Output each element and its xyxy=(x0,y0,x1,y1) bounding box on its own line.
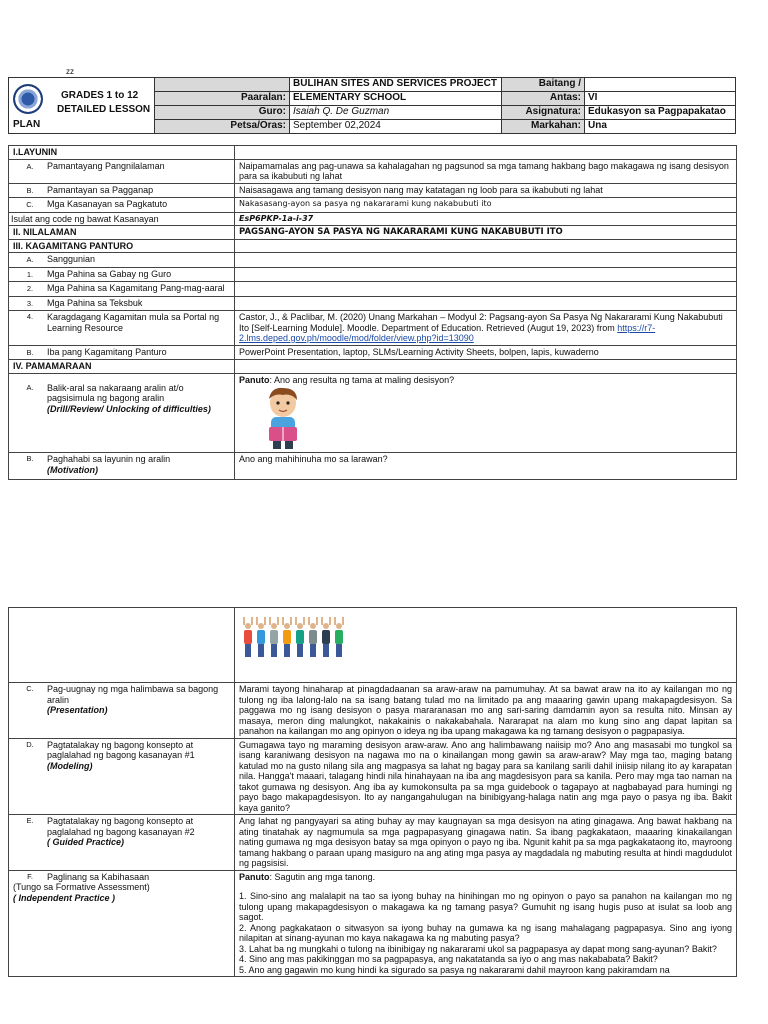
code-value: EsP6PKP-1a-i-37 xyxy=(235,212,737,226)
iba-pang-label: Iba pang Kagamitang Panturo xyxy=(47,346,167,357)
layunin-b-label: Pamantayan sa Pagganap xyxy=(47,184,154,195)
ref1-label: Mga Pahina sa Gabay ng Guro xyxy=(47,268,172,279)
ref2-label: Mga Pahina sa Kagamitang Pang-mag-aaral xyxy=(47,283,225,293)
deped-seal-icon xyxy=(13,84,43,114)
guro-value: Isaiah Q. De Guzman xyxy=(290,106,502,120)
layunin-a-value: Naipamamalas ang pag-unawa sa kahalagahan ng pagsunod sa mga tamang hakbang bago makagawa ng isang desisyon para sa ikabubuti ng lahat xyxy=(235,159,737,183)
paguugnay-value: Marami tayong hinaharap at pinagdadaanan sa araw-araw na pamumuhay. At sa bawat araw na ito ay kailangan mo ng tulong ng iba lalong-lalo na sa isang batang tulad mo na limitado pa ang maaaring gawin upang makapagdesisyon. Sa paggawa mo ng isang desisyon o pasya mararanasan mo ang sari-saring damdamin ayon sa resulta nito. Minsan ay masaya, meron ding malungkot, nakakainis o nakakabahala. Nararapat na alam mo kung sino ang dapat lapitan sa panahon na kailangan mo ang opinyon o ideya ng iba upang makagawa ka ng tamang desisyon o pagpapasiya. xyxy=(235,683,737,739)
ref2-num: 2. xyxy=(26,284,34,293)
ref4-value: Castor, J., & Paclibar, M. (2020) Unang Markahan – Modyul 2: Pagsang-ayon Sa Pasya Ng Nakararami Kung Nakabubuti Ito [Self-Learning Module]. Moodle. Department of Education. Retrieved (Augut 19, 2023) from xyxy=(239,312,723,333)
modeling-value: Gumagawa tayo ng maraming desisyon araw-araw. Ano ang halimbawang naiisip mo? Ano ang masasabi mo tungkol sa isang karaniwang desisyon na nagawa mo na o kinailangan mong gawin sa araw-araw? May mga tao, maging batang katulad mo na gusto nilang sila ang magpasya sa lahat ng bagay para sa kanilang sarili dahil iniisip nilang ito ay karapatan nila. Hangga't maaari, talagang hindi nila hinahayaan na iba ang magdesisyon para sa kanila. Pero may mga tao naman na takot gumawa ng desisyon. Ang iba ay kumokonsulta pa sa mga guidebook o tagapayo at nagbabayad para humingi ng payo bago makapagdesisyon. Ito ay nangangahulugan na binibigyang-halaga natin ang mga payo o pasya ng iba. Bakit kaya ganito? xyxy=(235,738,737,815)
independent-panuto-text: : Sagutin ang mga tanong. xyxy=(269,871,376,882)
lesson-plan-table-page1 xyxy=(8,145,737,480)
layunin-c-value: Nakasasang-ayon sa pasya ng nakararami kung nakabubuti ito xyxy=(235,198,737,213)
question-3: 3. Lahat ba ng mungkahi o tulong na ibinibigay ng nakararami ukol sa pagpapasya ay dapat mong sang-ayunan? Bakit? xyxy=(239,943,717,954)
baitang-label-line2: Antas: xyxy=(502,92,585,106)
header-title-line1: GRADES 1 to 12 xyxy=(61,90,139,101)
baitang-label-line1: Baitang / xyxy=(502,78,585,92)
ref4-value-cell xyxy=(235,311,737,346)
modeling-letter: D. xyxy=(26,739,34,749)
school-name-line2: ELEMENTARY SCHOOL xyxy=(290,92,502,106)
corner-mark: zz xyxy=(66,67,74,76)
independent-sub: (Tungo sa Formative Assessment) xyxy=(13,882,150,892)
guided-letter: E. xyxy=(26,816,34,825)
boy-reading-book-icon xyxy=(239,385,732,451)
header-title-cell xyxy=(9,78,155,134)
guro-label: Guro: xyxy=(155,106,290,120)
paghahabi-label: Paghahabi sa layunin ng aralin xyxy=(47,454,171,464)
baitang-value: VI xyxy=(585,92,736,106)
paghahabi-note: (Motivation) xyxy=(47,464,98,475)
balik-aral-label: Balik-aral sa nakaraang aralin at/o pagsisimula ng bagong aralin xyxy=(47,382,184,403)
group-raising-hands-icon xyxy=(239,609,732,657)
header-title-line3: PLAN xyxy=(13,119,41,130)
independent-note: ( Independent Practice ) xyxy=(13,892,116,903)
independent-letter: F. xyxy=(27,871,33,881)
guided-note: ( Guided Practice) xyxy=(47,837,125,847)
guided-value: Ang lahat ng pangyayari sa ating buhay ay may kaugnayan sa mga desisyon na ating ginagawa. Ang bawat hakbang na ating tinatahak ay nagmumula sa mga pagpapasyang ginagawa natin. Sa ibang pagkakataon, maaaring kinakailangan nating gumawa ng mga desisyon batay sa mga opinyon o payo ng iba. Ngunit kahit pa sa mga pagkakataong ito, mayroong tamang hakbang o paraan upang masiguro na ang ating mga pasya ay magdadala ng mabuting resulta at hindi magdudulot ng pagsisisi. xyxy=(235,815,737,871)
balik-aral-letter: A. xyxy=(26,382,34,392)
independent-label: Paglinang sa Kabihasaan xyxy=(47,871,150,882)
paguugnay-label: Pag-uugnay ng mga halimbawa sa bagong aralin xyxy=(47,684,219,705)
ref4-label: Karagdagang Kagamitan mula sa Portal ng Learning Resource xyxy=(47,312,220,333)
ref1-num: 1. xyxy=(26,269,34,279)
header-title-line2: DETAILED LESSON xyxy=(57,104,151,115)
petsa-label: Petsa/Oras: xyxy=(155,120,290,134)
people-image-cell xyxy=(235,608,737,683)
iba-pang-value: PowerPoint Presentation, laptop, SLMs/Learning Activity Sheets, bolpen, lapis, kuwaderno xyxy=(235,345,737,360)
lesson-plan-header xyxy=(8,77,736,134)
lesson-plan-table-page2 xyxy=(8,607,737,977)
balik-aral-content xyxy=(235,373,737,453)
layunin-a-label: Pamantayang Pangnilalaman xyxy=(47,160,165,171)
sanggunian-label: Sanggunian xyxy=(47,254,96,264)
section-nilalaman-title: II. NILALAMAN xyxy=(9,226,235,240)
question-1: 1. Sino-sino ang malalapit na tao sa iyong buhay na hinihingan mo ng opinyon o payo sa panahon na kailangan mo ng tulong upang makapagdesisyon o makagawa ka ng tamang pasya? Gumuhit ng isang hugis puso at isulat sa loob ang sagot. xyxy=(239,891,732,922)
layunin-c-letter: C. xyxy=(26,200,34,209)
modeling-note: (Modeling) xyxy=(47,760,93,771)
layunin-b-value: Naisasagawa ang tamang desisyon nang may katatagan ng loob para sa ikabubuti ng lahat xyxy=(235,183,737,198)
ref3-label: Mga Pahina sa Teksbuk xyxy=(47,297,143,308)
question-2: 2. Anong pagkakataon o sitwasyon sa iyong buhay na gumawa ka ng isang mahalagang pagpapasya. Sino ang iyong nilapitan at sinang-ayunan mo kaya nakagawa ka ng mabuting pasya? xyxy=(239,922,732,943)
balik-aral-note: (Drill/Review/ Unlocking of difficulties) xyxy=(47,403,211,414)
independent-panuto-label: Panuto xyxy=(239,871,270,882)
markahan-label: Markahan: xyxy=(502,120,585,134)
layunin-c-label-cell xyxy=(9,198,235,213)
layunin-b-letter: B. xyxy=(26,185,34,195)
guided-label: Pagtatalakay ng bagong konsepto at paglalahad ng bagong kasanayan #2 xyxy=(47,816,195,837)
ref4-num: 4. xyxy=(26,312,34,321)
iba-pang-letter: B. xyxy=(26,347,34,357)
school-name-line1: BULIHAN SITES AND SERVICES PROJECT xyxy=(290,78,502,92)
paguugnay-note: (Presentation) xyxy=(47,705,108,715)
modeling-label: Pagtatalakay ng bagong konsepto at paglalahad ng bagong kasanayan #1 xyxy=(47,739,195,760)
asignatura-value: Edukasyon sa Pagpapakatao xyxy=(585,106,736,120)
petsa-value: September 02,2024 xyxy=(290,120,502,134)
layunin-a-label-cell xyxy=(9,159,235,183)
asignatura-label: Asignatura: xyxy=(502,106,585,120)
question-5: 5. Ano ang gagawin mo kung hindi ka sigurado sa pasya ng nakararami dahil mayroon kang pakiramdam na xyxy=(239,964,670,975)
layunin-a-letter: A. xyxy=(26,161,34,171)
layunin-b-label-cell xyxy=(9,183,235,198)
balik-aral-panuto-text: : Ano ang resulta ng tama at maling desisyon? xyxy=(269,374,455,385)
question-4: 4. Sino ang mas pakikinggan mo sa pagpapasya, ang nakatatanda sa iyo o ang mas nakababata? Bakit? xyxy=(239,954,658,964)
nilalaman-value: PAGSANG-AYON SA PASYA NG NAKARARAMI KUNG NAKABUBUTI ITO xyxy=(235,226,737,240)
layunin-c-label: Mga Kasanayan sa Pagkatuto xyxy=(47,199,168,209)
section-layunin-title: I.LAYUNIN xyxy=(9,146,235,160)
ref3-num: 3. xyxy=(26,298,34,308)
section-kagamitan-title: III. KAGAMITANG PANTURO xyxy=(9,239,235,253)
paaralan-label: Paaralan: xyxy=(155,92,290,106)
code-label: Isulat ang code ng bawat Kasanayan xyxy=(9,212,235,226)
paguugnay-letter: C. xyxy=(26,684,34,693)
paghahabi-letter: B. xyxy=(26,454,34,463)
paghahabi-value: Ano ang mahihinuha mo sa larawan? xyxy=(235,453,737,480)
ref4-link[interactable]: https://r7-2.lms.deped.gov.ph/moodle/mod/folder/view.php?id=13090 xyxy=(239,322,656,343)
balik-aral-panuto-label: Panuto xyxy=(239,374,270,385)
sanggunian-letter: A. xyxy=(26,255,34,264)
independent-content xyxy=(235,870,737,977)
markahan-value: Una xyxy=(585,120,736,134)
section-pamamaraan-title: IV. PAMAMARAAN xyxy=(9,360,235,374)
